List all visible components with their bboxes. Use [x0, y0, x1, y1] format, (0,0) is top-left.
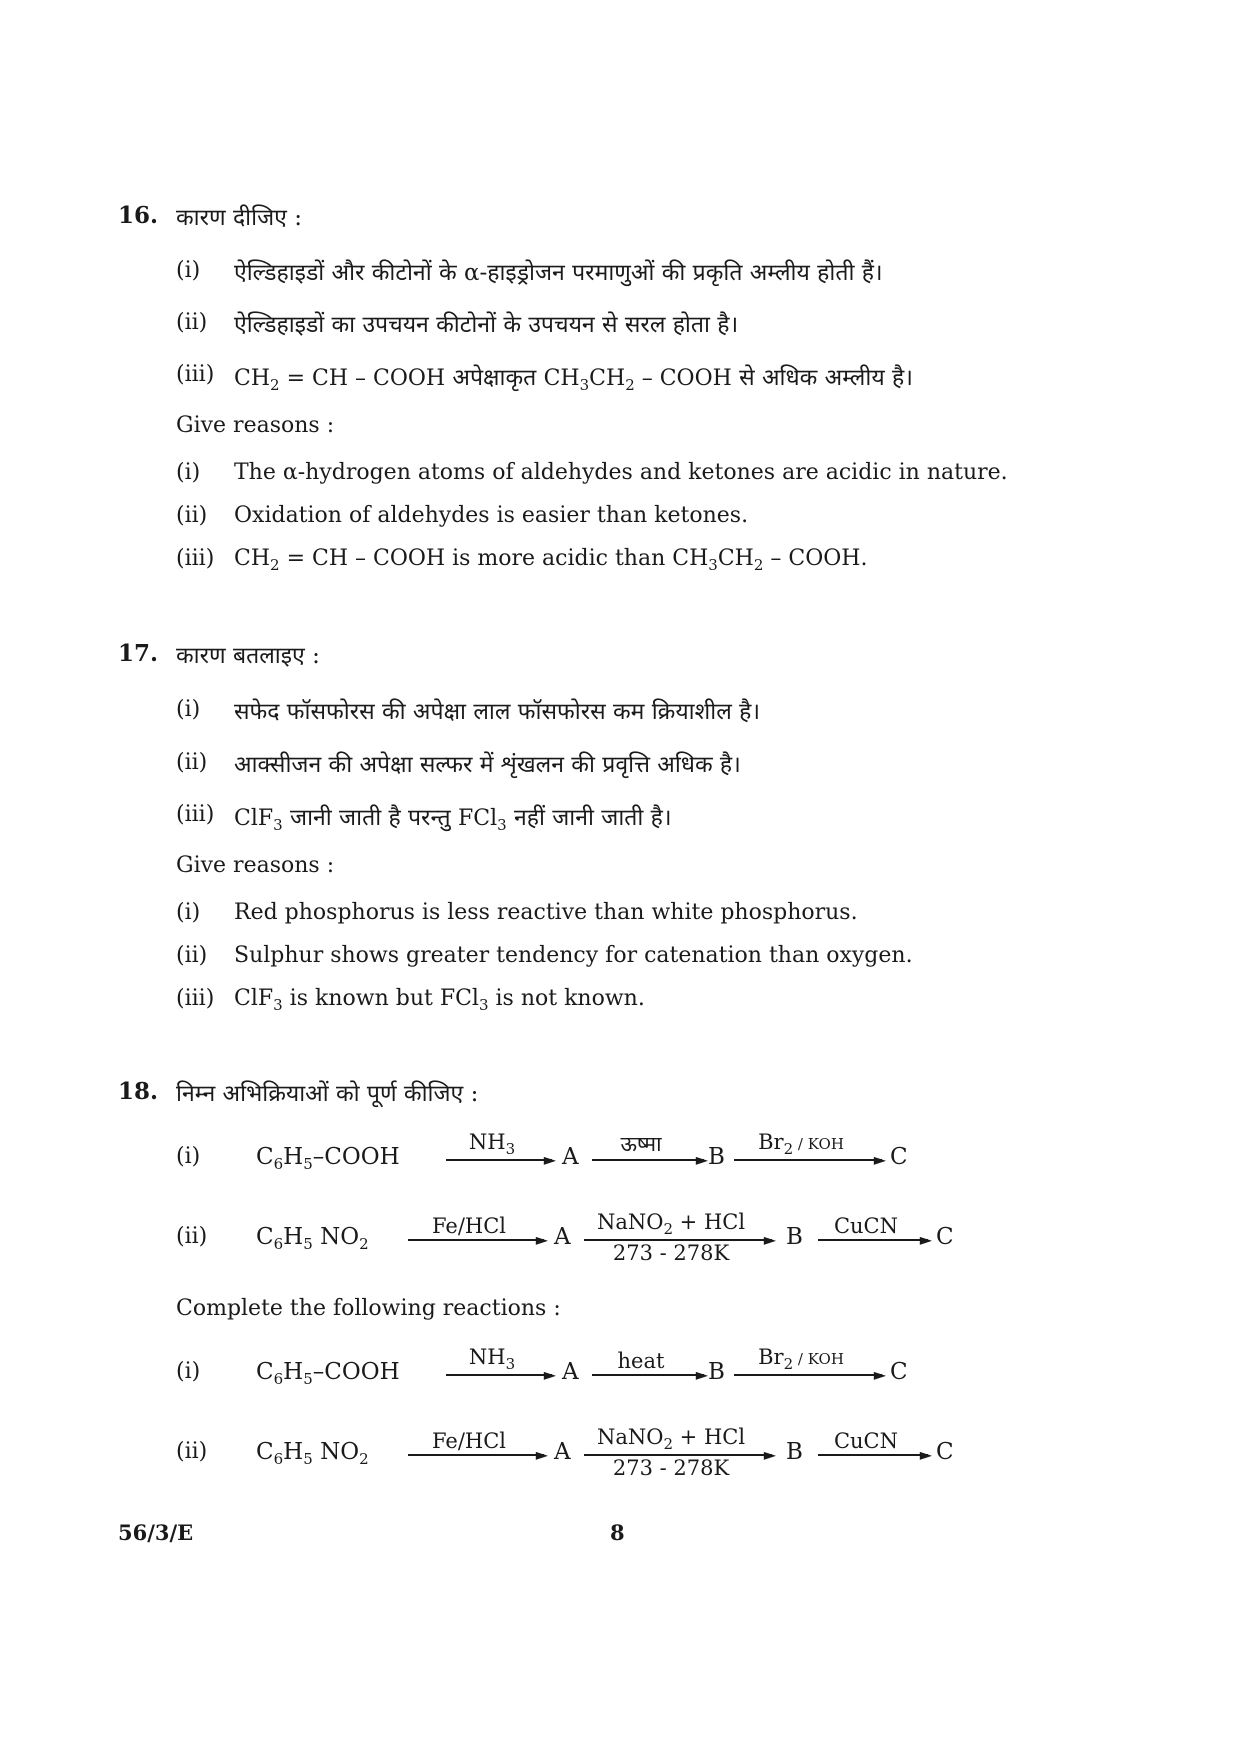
q16-heading-hindi: कारण दीजिए : — [176, 205, 302, 231]
q16-en-item-3: $CH_2$ = CH – COOH is more acidic than $CH_3CH_2$ – COOH. — [234, 546, 868, 574]
q17-hi-label-1: (i) — [176, 697, 201, 722]
q16-en-label-1: (i) — [176, 460, 201, 485]
q17-heading-hindi: कारण बतलाइए : — [176, 643, 320, 669]
reaction-arrow-1 — [446, 1345, 556, 1405]
arrow-head-icon: ► — [873, 1365, 886, 1384]
q16-en-item-1: The α-hydrogen atoms of aldehydes and ketones are acidic in nature. — [234, 460, 1008, 485]
q16-hi-label-2: (ii) — [176, 310, 208, 335]
product-a: A — [562, 1144, 579, 1170]
product-a: A — [554, 1439, 571, 1465]
q16-hi-item-2: ऐल्डिहाइडों का उपचयन कीटोनों के उपचयन से सरल होता है। — [234, 312, 739, 338]
product-b: B — [786, 1439, 803, 1465]
condition-label: 273 - 278K — [612, 1241, 730, 1265]
arrow-shaft — [734, 1159, 882, 1161]
q16-hi-label-1: (i) — [176, 258, 201, 283]
arrow-shaft — [818, 1239, 928, 1241]
reagent-label: NaNO$_2$ + HCl — [596, 1425, 746, 1453]
arrow-head-icon: ► — [763, 1230, 776, 1249]
product-b: B — [708, 1144, 725, 1170]
reaction-arrow-2 — [584, 1210, 776, 1270]
arrow-shaft — [408, 1239, 544, 1241]
q17-hi-item-3: ClF$_3$ जानी जाती है परन्तु FCl$_3$ नहीं जानी जाती है। — [234, 805, 672, 834]
q17-en-label-3: (iii) — [176, 986, 215, 1011]
reagent-label: CuCN — [833, 1429, 899, 1453]
reaction-arrow-3 — [818, 1210, 932, 1270]
arrow-head-icon: ► — [543, 1365, 556, 1384]
reactant: $C_6H_5$–COOH — [256, 1359, 400, 1388]
arrow-shaft — [818, 1454, 928, 1456]
q16-en-label-3: (iii) — [176, 546, 215, 571]
reaction-arrow-1 — [408, 1210, 548, 1270]
question-number-18: 18. — [118, 1078, 159, 1105]
page-number: 8 — [610, 1520, 625, 1545]
q17-hi-item-1: सफेद फॉसफोरस की अपेक्षा लाल फॉसफोरस कम क्रियाशील है। — [234, 699, 761, 725]
q17-hi-label-3: (iii) — [176, 802, 215, 827]
arrow-shaft — [734, 1374, 882, 1376]
arrow-head-icon: ► — [535, 1445, 548, 1464]
q16-en-item-2: Oxidation of aldehydes is easier than ketones. — [234, 503, 749, 528]
product-a: A — [562, 1359, 579, 1385]
q18-en-reaction-2 — [176, 1425, 1076, 1485]
q17-hi-item-2: आक्सीजन की अपेक्षा सल्फर में शृंखलन की प्रवृत्ति अधिक है। — [234, 752, 741, 778]
reaction-arrow-2 — [584, 1425, 776, 1485]
q17-en-label-1: (i) — [176, 900, 201, 925]
reaction-label: (ii) — [176, 1224, 208, 1249]
arrow-head-icon: ► — [919, 1230, 932, 1249]
reagent-label: $Br_2$ / KOH — [758, 1130, 844, 1158]
q16-hi-item-3: $CH_2$ = CH – COOH अपेक्षाकृत $CH_3CH_2$ – COOH से अधिक अम्लीय है। — [234, 365, 913, 394]
q17-en-label-2: (ii) — [176, 943, 208, 968]
reaction-arrow-3 — [734, 1130, 886, 1190]
reaction-arrow-3 — [818, 1425, 932, 1485]
q18-heading-hindi: निम्न अभिक्रियाओं को पूर्ण कीजिए : — [176, 1081, 479, 1107]
reactant: $C_6H_5$ $NO_2$ — [256, 1439, 369, 1468]
reagent-label: $Br_2$ / KOH — [758, 1345, 844, 1373]
reaction-arrow-1 — [446, 1130, 556, 1190]
arrow-shaft — [446, 1159, 552, 1161]
reaction-arrow-2 — [592, 1130, 708, 1190]
reaction-arrow-3 — [734, 1345, 886, 1405]
reaction-arrow-2 — [592, 1345, 708, 1405]
product-c: C — [890, 1359, 908, 1385]
reactant: $C_6H_5$–COOH — [256, 1144, 400, 1173]
q16-en-label-2: (ii) — [176, 503, 208, 528]
reaction-label: (i) — [176, 1359, 201, 1384]
question-number-16: 16. — [118, 202, 159, 229]
condition-label: 273 - 278K — [612, 1456, 730, 1480]
q18-hi-reaction-2 — [176, 1210, 1076, 1270]
reagent-label: ऊष्मा — [620, 1132, 662, 1156]
arrow-head-icon: ► — [695, 1365, 708, 1384]
arrow-head-icon: ► — [873, 1150, 886, 1169]
product-c: C — [890, 1144, 908, 1170]
reagent-label: heat — [617, 1349, 665, 1373]
reagent-label: $NH_3$ — [468, 1345, 516, 1373]
product-b: B — [786, 1224, 803, 1250]
arrow-head-icon: ► — [695, 1150, 708, 1169]
q18-heading-english: Complete the following reactions : — [176, 1296, 561, 1321]
reagent-label: $NH_3$ — [468, 1130, 516, 1158]
product-b: B — [708, 1359, 725, 1385]
q16-hi-label-3: (iii) — [176, 362, 215, 387]
product-c: C — [936, 1224, 954, 1250]
q17-en-item-3: ClF$_3$ is known but FCl$_3$ is not known. — [234, 986, 645, 1014]
reagent-label: CuCN — [833, 1214, 899, 1238]
reagent-label: Fe/HCl — [431, 1429, 507, 1453]
q18-en-reaction-1 — [176, 1345, 1076, 1405]
paper-code: 56/3/E — [118, 1520, 194, 1545]
arrow-head-icon: ► — [919, 1445, 932, 1464]
reactant: $C_6H_5$ $NO_2$ — [256, 1224, 369, 1253]
reagent-label: Fe/HCl — [431, 1214, 507, 1238]
reaction-label: (ii) — [176, 1439, 208, 1464]
arrow-shaft — [446, 1374, 552, 1376]
reaction-arrow-1 — [408, 1425, 548, 1485]
arrow-shaft — [408, 1454, 544, 1456]
arrow-shaft — [592, 1159, 704, 1161]
q16-heading-english: Give reasons : — [176, 413, 335, 438]
arrow-shaft — [592, 1374, 704, 1376]
q17-heading-english: Give reasons : — [176, 853, 335, 878]
reaction-label: (i) — [176, 1144, 201, 1169]
q17-hi-label-2: (ii) — [176, 750, 208, 775]
product-a: A — [554, 1224, 571, 1250]
reagent-label: NaNO$_2$ + HCl — [596, 1210, 746, 1238]
arrow-head-icon: ► — [543, 1150, 556, 1169]
product-c: C — [936, 1439, 954, 1465]
q17-en-item-2: Sulphur shows greater tendency for catenation than oxygen. — [234, 943, 913, 968]
arrow-head-icon: ► — [535, 1230, 548, 1249]
q18-hi-reaction-1 — [176, 1130, 1076, 1190]
arrow-head-icon: ► — [763, 1445, 776, 1464]
q16-hi-item-1: ऐल्डिहाइडों और कीटोनों के α-हाइड्रोजन परमाणुओं की प्रकृति अम्लीय होती हैं। — [234, 260, 883, 286]
question-number-17: 17. — [118, 640, 159, 667]
q17-en-item-1: Red phosphorus is less reactive than white phosphorus. — [234, 900, 858, 925]
